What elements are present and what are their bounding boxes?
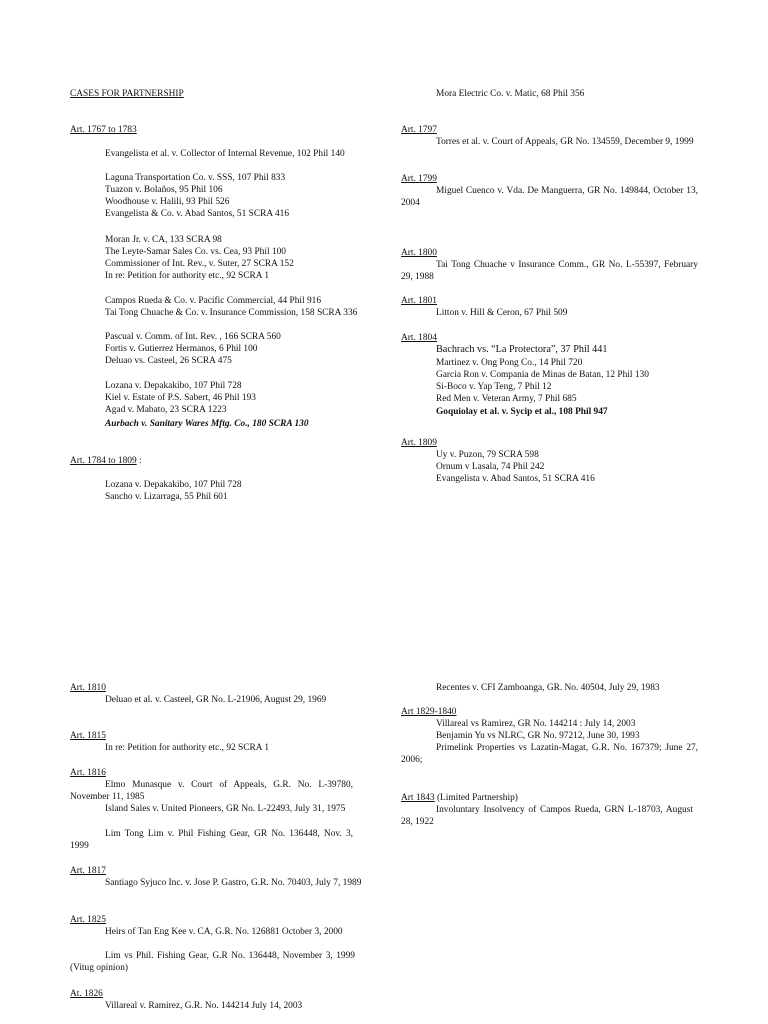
case-entry: Torres et al. v. Court of Appeals, GR No. 134559, December 9, 1999 [436, 137, 694, 147]
article-heading: Art. 1797 [401, 125, 437, 135]
article-heading-line [70, 455, 142, 467]
case-entry: Benjamin Yu vs NLRC, GR No. 97212, June 30, 1993 [436, 731, 640, 741]
case-entry: Miguel Cuenco v. Vda. De Manguerra, GR No. 149844, October 13, 2004 [401, 186, 698, 208]
case-entry: Laguna Transportation Co. v. SSS, 107 Phil 833 [105, 173, 286, 183]
case-entry: Recentes v. CFI Zamboanga, GR. No. 40504, July 29, 1983 [436, 683, 660, 693]
article-heading: Art. 1825 [70, 915, 106, 925]
article-heading-suffix: (Limited Partnership) [434, 793, 518, 803]
case-entry: Lozana v. Depakakibo, 107 Phil 728 [105, 480, 242, 490]
case-entry: Garcia Ron v. Compania de Minas de Batan, 12 Phil 130 [436, 370, 649, 380]
case-entry: Lim vs Phil. Fishing Gear, G.R No. 136448, November 3, 1999 (Vitug opinion) [70, 951, 355, 973]
case-entry: Woodhouse v. Halili, 93 Phil 526 [105, 197, 230, 207]
case-entry: Tai Tong Chuache & Co. v. Insurance Commission, 158 SCRA 336 [105, 308, 358, 318]
case-entry: Villareal v. Ramirez, G.R. No. 144214 July 14, 2003 [105, 1001, 303, 1011]
article-heading: Art. 1784 to 1809 [70, 456, 137, 466]
article-heading: Art. 1815 [70, 731, 106, 741]
article-heading: Art 1829-1840 [401, 707, 457, 717]
case-entry: In re: Petition for authority etc., 92 SCRA 1 [105, 271, 270, 281]
case-entry: Heirs of Tan Eng Kee v. CA, G.R. No. 126881 October 3, 2000 [105, 927, 343, 937]
case-entry: Evangelista & Co. v. Abad Santos, 51 SCRA 416 [105, 209, 290, 219]
case-entry: Bachrach vs. “La Protectora”, 37 Phil 441 [436, 344, 608, 355]
case-entry: Deluao vs. Casteel, 26 SCRA 475 [105, 356, 232, 366]
case-entry: Lim Tong Lim v. Phil Fishing Gear, GR No. 136448, Nov. 3, 1999 [70, 829, 353, 851]
case-entry: Tai Tong Chuache v Insurance Comm., GR No. L-55397, February 29, 1988 [401, 260, 698, 282]
article-heading: Art. 1801 [401, 296, 437, 306]
case-entry: Tuazon v. Bolaños, 95 Phil 106 [105, 185, 223, 195]
article-heading: Art. 1767 to 1783 [70, 125, 137, 135]
case-entry: Island Sales v. United Pioneers, GR No. L-22493, July 31, 1975 [105, 804, 346, 814]
case-entry: Commissioner of Int. Rev., v. Suter, 27 SCRA 152 [105, 259, 294, 269]
case-entry: Moran Jr. v. CA, 133 SCRA 98 [105, 235, 222, 245]
case-entry: Involuntary Insolvency of Campos Rueda, GRN L-18703, August 28, 1922 [401, 805, 693, 827]
case-entry: Litton v. Hill & Ceron, 67 Phil 509 [436, 308, 568, 318]
case-entry: Pascual v. Comm. of Int. Rev. , 166 SCRA 560 [105, 332, 281, 342]
case-entry: Sancho v. Lizarraga, 55 Phil 601 [105, 492, 228, 502]
article-heading: At. 1826 [70, 989, 103, 999]
article-heading: Art. 1809 [401, 438, 437, 448]
case-entry: Mora Electric Co. v. Matic, 68 Phil 356 [436, 89, 585, 99]
case-entry: Santiago Syjuco Inc. v. Jose P. Gastro, G.R. No. 70403, July 7, 1989 [105, 878, 362, 888]
case-entry-emphasis: Aurbach v. Sanitary Wares Mftg. Co., 180 SCRA 130 [105, 419, 309, 429]
case-entry: Ornum v Lasala, 74 Phil 242 [436, 462, 545, 472]
case-entry: Lozana v. Depakakibo, 107 Phil 728 [105, 381, 242, 391]
case-entry: Campos Rueda & Co. v. Pacific Commercial, 44 Phil 916 [105, 296, 322, 306]
article-heading: Art 1843 [401, 793, 435, 803]
case-entry: Agad v. Mabato, 23 SCRA 1223 [105, 405, 227, 415]
case-entry: Fortis v. Gutierrez Hermanos, 6 Phil 100 [105, 344, 258, 354]
case-entry: Evangelista v. Abad Santos, 51 SCRA 416 [436, 474, 595, 484]
article-heading: Art. 1816 [70, 768, 106, 778]
case-entry: In re: Petition for authority etc., 92 SCRA 1 [105, 743, 270, 753]
case-entry: Uy v. Puzon, 79 SCRA 598 [436, 450, 539, 460]
article-heading-line [401, 792, 518, 804]
article-heading: Art. 1810 [70, 683, 106, 693]
case-entry: Kiel v. Estate of P.S. Sabert, 46 Phil 193 [105, 393, 256, 403]
article-heading: Art. 1799 [401, 174, 437, 184]
article-heading: Art. 1817 [70, 866, 106, 876]
case-entry: Deluao et al. v. Casteel, GR No. L-21906, August 29, 1969 [105, 695, 327, 705]
case-entry: Evangelista et al. v. Collector of Internal Revenue, 102 Phil 140 [105, 149, 345, 159]
article-heading: Art. 1804 [401, 333, 437, 343]
article-heading: Art. 1800 [401, 248, 437, 258]
case-entry: Martinez v. Ong Pong Co., 14 Phil 720 [436, 358, 583, 368]
case-entry: Elmo Munasque v. Court of Appeals, G.R. No. L-39780, November 11, 1985 [70, 780, 353, 802]
case-entry: Primelink Properties vs Lazatin-Magat, G.R. No. 167379; June 27, 2006; [401, 743, 698, 765]
article-heading-suffix: : [136, 456, 142, 466]
case-entry: Red Men v. Veteran Army, 7 Phil 685 [436, 394, 577, 404]
case-entry: The Leyte-Samar Sales Co. vs. Cea, 93 Phil 100 [105, 247, 286, 257]
case-entry: Villareal vs Ramirez, GR No. 144214 : July 14, 2003 [436, 719, 636, 729]
case-entry: Si-Boco v. Yap Teng, 7 Phil 12 [436, 382, 552, 392]
case-entry-emphasis: Goquiolay et al. v. Sycip et al., 108 Phil 947 [436, 407, 608, 417]
page-title: CASES FOR PARTNERSHIP [70, 89, 184, 99]
